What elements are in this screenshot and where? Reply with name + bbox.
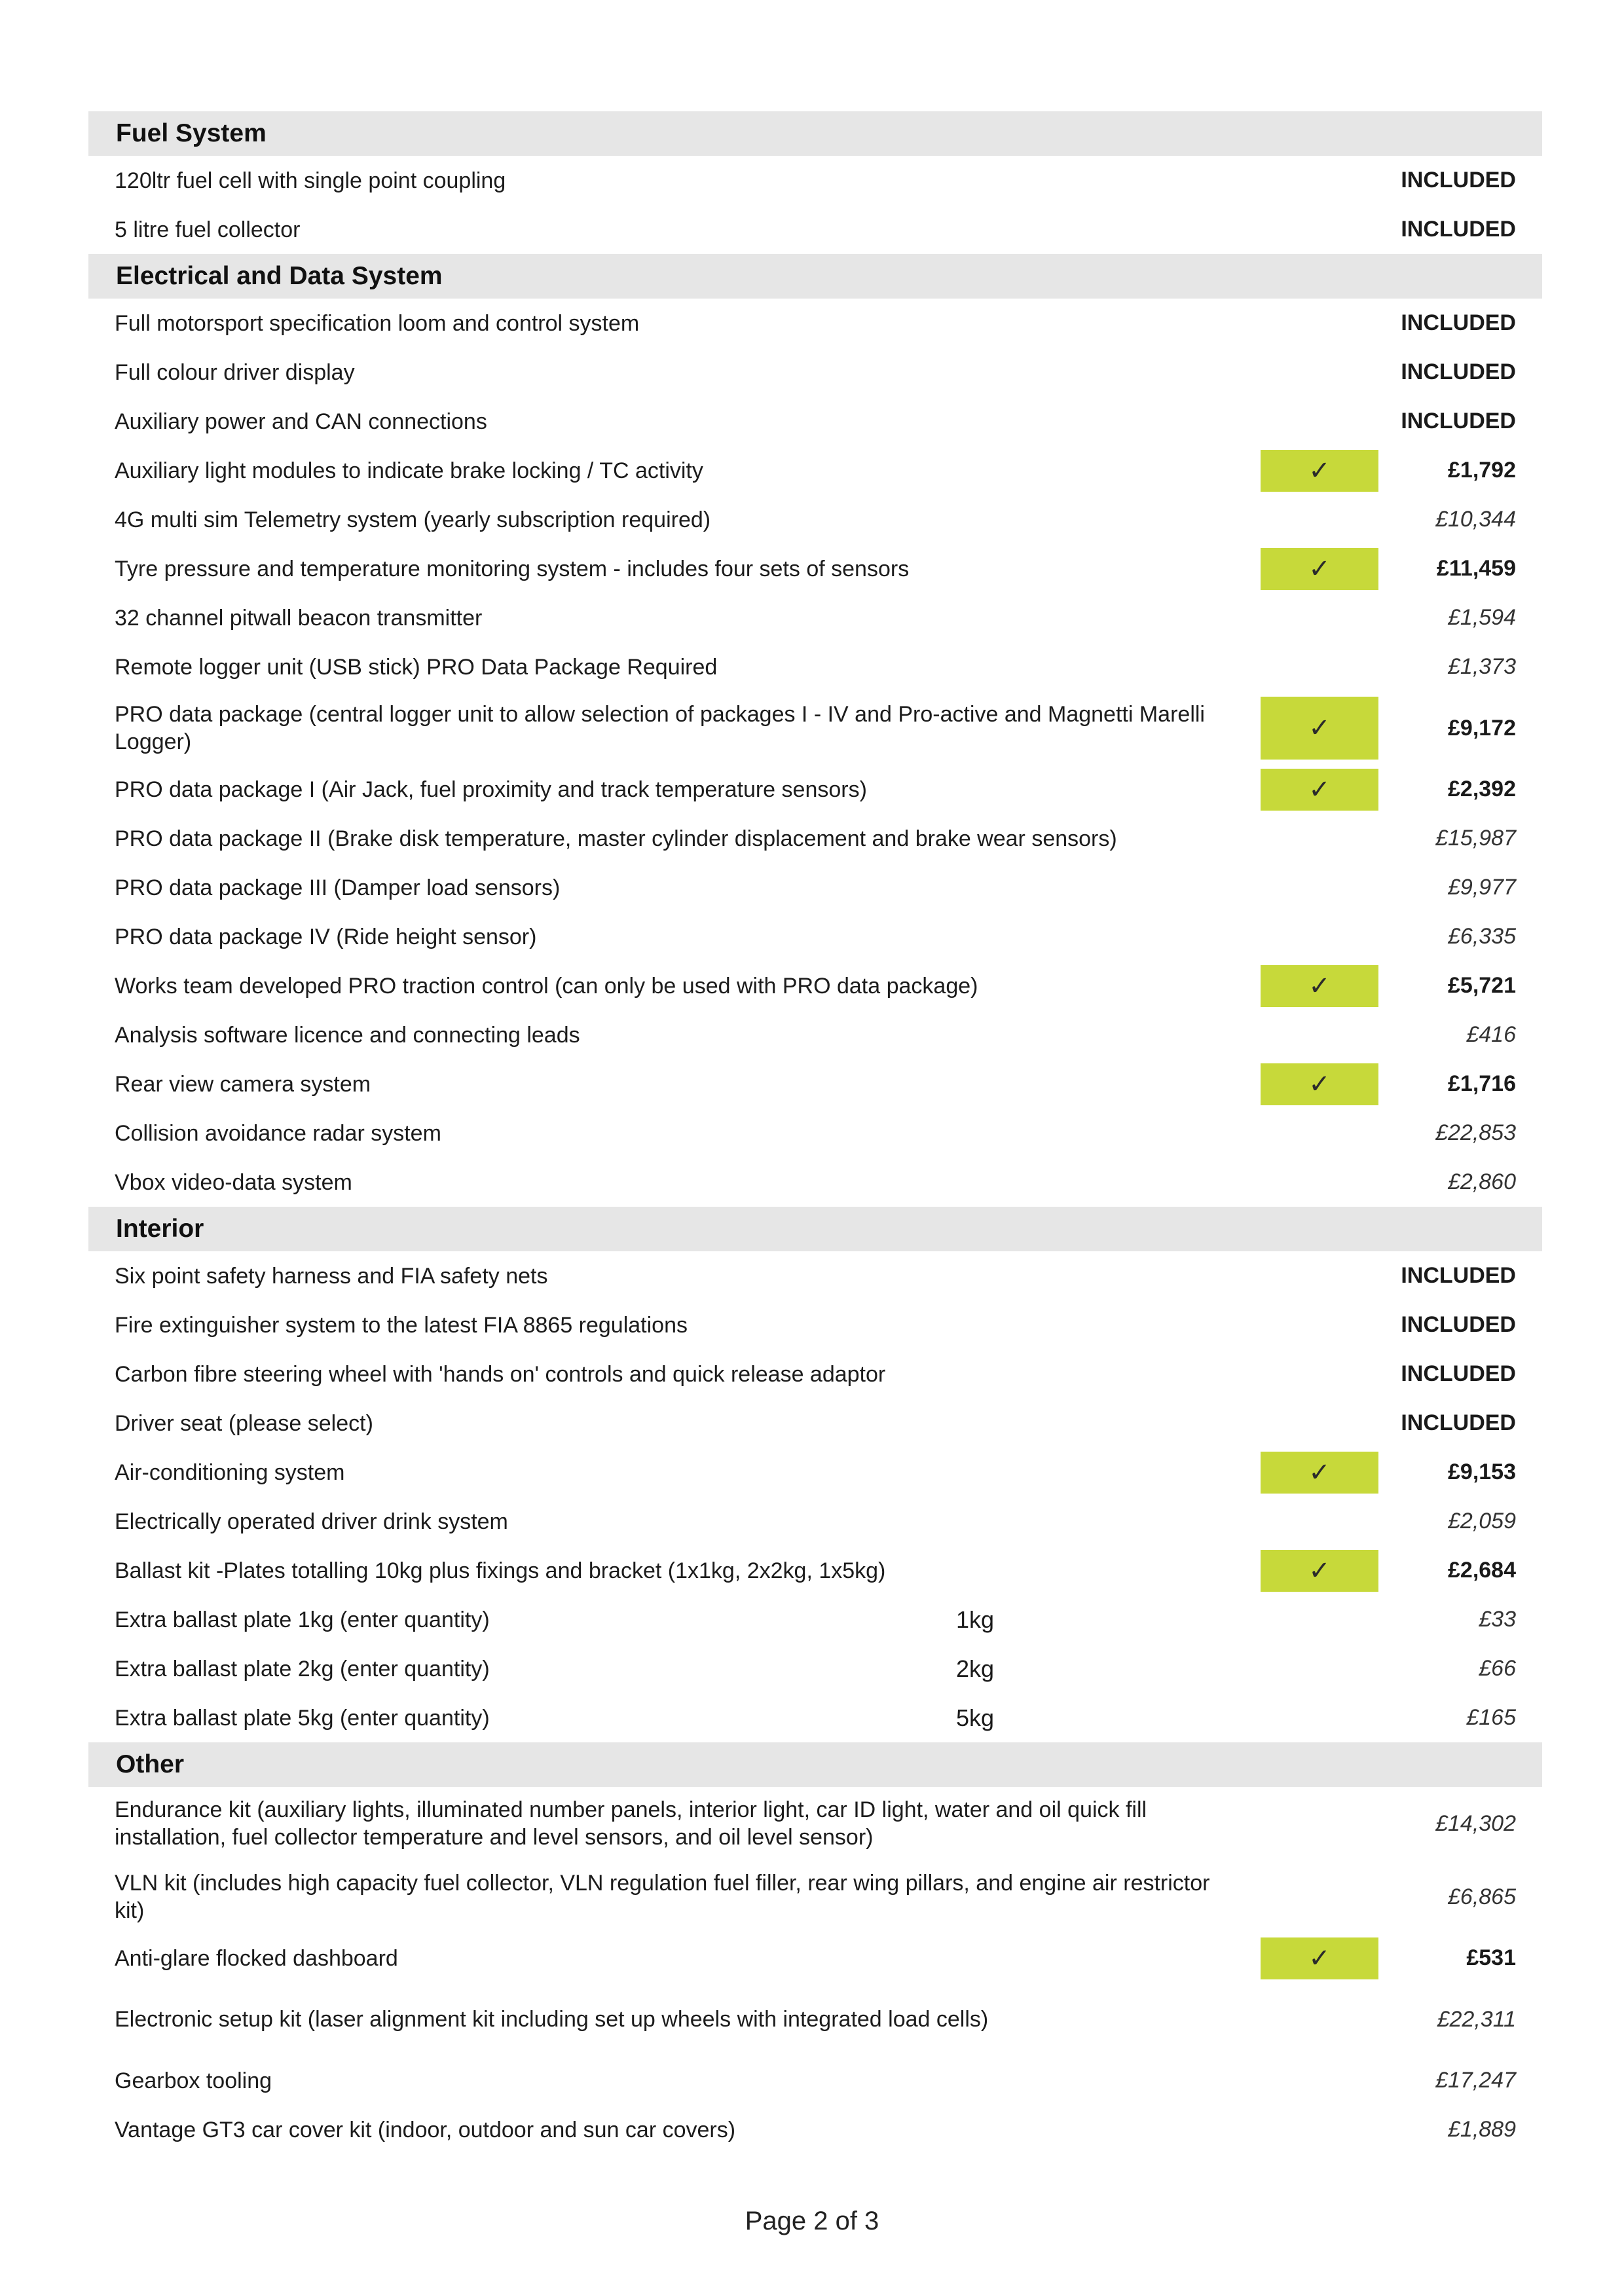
option-row	[88, 2105, 1542, 2154]
option-label: Works team developed PRO traction control (can only be used with PRO data package)	[115, 973, 978, 999]
option-row	[88, 1934, 1542, 1983]
option-label: Extra ballast plate 1kg (enter quantity)	[115, 1607, 490, 1632]
option-row	[88, 1158, 1542, 1207]
section-electrical-and-data-system	[88, 254, 1542, 1207]
option-price: £2,684	[1448, 1558, 1516, 1583]
option-row	[88, 1787, 1542, 1860]
option-price: £66	[1479, 1656, 1516, 1681]
option-price: INCLUDED	[1401, 409, 1516, 433]
option-row	[88, 814, 1542, 863]
section-fuel-system	[88, 111, 1542, 254]
option-label: Full motorsport specification loom and control system	[115, 310, 640, 336]
selected-checkmark-icon[interactable]: ✓	[1261, 450, 1378, 492]
section-header: Fuel System	[88, 111, 1542, 156]
option-label: Rear view camera system	[115, 1071, 371, 1097]
option-label: Full colour driver display	[115, 359, 355, 385]
option-row	[88, 1448, 1542, 1497]
option-price: £531	[1466, 1945, 1516, 1970]
option-price: INCLUDED	[1401, 359, 1516, 384]
option-row	[88, 1059, 1542, 1109]
option-label: Remote logger unit (USB stick) PRO Data Package Required	[115, 654, 718, 680]
option-label: PRO data package III (Damper load sensors)	[115, 875, 561, 900]
option-row	[88, 863, 1542, 912]
option-row	[88, 691, 1542, 765]
option-price: £10,344	[1435, 507, 1516, 532]
page-number: Page 2 of 3	[745, 2207, 879, 2235]
option-label: Extra ballast plate 2kg (enter quantity)	[115, 1656, 490, 1681]
option-label: Extra ballast plate 5kg (enter quantity)	[115, 1705, 490, 1731]
option-row	[88, 495, 1542, 544]
option-price: £2,392	[1448, 777, 1516, 801]
option-row	[88, 1109, 1542, 1158]
option-label: PRO data package II (Brake disk temperature, master cylinder displacement and brake wear sensors)	[115, 826, 1117, 851]
option-price: £416	[1466, 1022, 1516, 1047]
option-row	[88, 205, 1542, 254]
option-label: Collision avoidance radar system	[115, 1120, 441, 1146]
option-price: £5,721	[1448, 973, 1516, 998]
option-quantity[interactable]: 1kg	[956, 1606, 995, 1633]
option-label: Gearbox tooling	[115, 2068, 272, 2093]
option-price: £22,853	[1435, 1120, 1516, 1145]
option-price: £33	[1479, 1607, 1516, 1632]
option-row	[88, 1399, 1542, 1448]
selected-checkmark-icon[interactable]: ✓	[1261, 1452, 1378, 1494]
option-row	[88, 1693, 1542, 1742]
option-price: INCLUDED	[1401, 168, 1516, 193]
option-label: 4G multi sim Telemetry system (yearly subscription required)	[115, 507, 711, 532]
option-label: Analysis software licence and connecting leads	[115, 1022, 580, 1048]
section-header: Electrical and Data System	[88, 254, 1542, 299]
option-price: INCLUDED	[1401, 1410, 1516, 1435]
option-row	[88, 1860, 1542, 1934]
option-row	[88, 1349, 1542, 1399]
option-price: £9,977	[1448, 875, 1516, 900]
option-label: PRO data package IV (Ride height sensor)	[115, 924, 537, 949]
option-price: £15,987	[1435, 826, 1516, 851]
section-other	[88, 1742, 1542, 2154]
section-interior	[88, 1207, 1542, 1742]
option-label: Anti-glare flocked dashboard	[115, 1945, 398, 1971]
option-price: INCLUDED	[1401, 1263, 1516, 1288]
option-row	[88, 961, 1542, 1010]
option-row	[88, 593, 1542, 642]
section-header: Interior	[88, 1207, 1542, 1251]
option-row	[88, 397, 1542, 446]
option-price: INCLUDED	[1401, 1312, 1516, 1337]
selected-checkmark-icon[interactable]: ✓	[1261, 697, 1378, 760]
selected-checkmark-icon[interactable]: ✓	[1261, 769, 1378, 811]
option-price: £1,373	[1448, 654, 1516, 679]
selected-checkmark-icon[interactable]: ✓	[1261, 548, 1378, 590]
option-row	[88, 544, 1542, 593]
option-label: Carbon fibre steering wheel with 'hands on' controls and quick release adaptor	[115, 1361, 886, 1387]
option-label: 32 channel pitwall beacon transmitter	[115, 605, 483, 631]
option-row	[88, 1497, 1542, 1546]
option-row	[88, 156, 1542, 205]
selected-checkmark-icon[interactable]: ✓	[1261, 1550, 1378, 1592]
option-price: £1,889	[1448, 2117, 1516, 2142]
option-row	[88, 446, 1542, 495]
option-price: £1,716	[1448, 1071, 1516, 1096]
option-label: 5 litre fuel collector	[115, 217, 301, 242]
option-row	[88, 1983, 1542, 2056]
option-label: Electronic setup kit (laser alignment kit including set up wheels with integrated load cells)	[115, 2007, 989, 2032]
option-row	[88, 1595, 1542, 1644]
selected-checkmark-icon[interactable]: ✓	[1261, 1937, 1378, 1979]
option-row	[88, 1251, 1542, 1300]
option-price: £22,311	[1437, 2006, 1516, 2032]
option-price: INCLUDED	[1401, 217, 1516, 242]
option-label: Auxiliary light modules to indicate brake locking / TC activity	[115, 458, 703, 483]
option-label: 120ltr fuel cell with single point coupling	[115, 168, 506, 193]
option-row	[88, 1010, 1542, 1059]
option-row	[88, 348, 1542, 397]
option-label: PRO data package I (Air Jack, fuel proximity and track temperature sensors)	[115, 777, 867, 802]
option-price: £14,302	[1435, 1810, 1516, 1836]
option-label: Auxiliary power and CAN connections	[115, 409, 487, 434]
options-sheet	[88, 111, 1542, 2154]
option-price: INCLUDED	[1401, 1361, 1516, 1386]
option-price: £17,247	[1435, 2068, 1516, 2093]
option-row	[88, 2056, 1542, 2105]
option-label: Six point safety harness and FIA safety nets	[115, 1263, 548, 1289]
option-price: INCLUDED	[1401, 310, 1516, 335]
option-price: £6,335	[1448, 924, 1516, 949]
selected-checkmark-icon[interactable]: ✓	[1261, 965, 1378, 1007]
option-price: £2,059	[1448, 1509, 1516, 1533]
option-label: Electrically operated driver drink system	[115, 1509, 508, 1534]
option-quantity[interactable]: 2kg	[956, 1655, 995, 1682]
option-label: Vantage GT3 car cover kit (indoor, outdoor and sun car covers)	[115, 2117, 736, 2142]
option-label: PRO data package (central logger unit to allow selection of packages I - IV and Pro-active and Magnetti Marelli Logger)	[115, 702, 1205, 754]
option-row	[88, 1546, 1542, 1595]
option-label: Air-conditioning system	[115, 1460, 345, 1485]
section-header: Other	[88, 1742, 1542, 1787]
option-price: £1,594	[1448, 605, 1516, 630]
option-row	[88, 642, 1542, 691]
option-label: Driver seat (please select)	[115, 1410, 373, 1436]
option-price: £9,172	[1448, 715, 1516, 741]
option-label: Fire extinguisher system to the latest FIA 8865 regulations	[115, 1312, 688, 1338]
option-row	[88, 912, 1542, 961]
option-label: Tyre pressure and temperature monitoring system - includes four sets of sensors	[115, 556, 910, 581]
option-price: £2,860	[1448, 1169, 1516, 1194]
option-row	[88, 1644, 1542, 1693]
option-label: Ballast kit -Plates totalling 10kg plus fixings and bracket (1x1kg, 2x2kg, 1x5kg)	[115, 1558, 886, 1583]
option-price: £165	[1466, 1705, 1516, 1730]
option-row	[88, 1300, 1542, 1349]
option-row	[88, 299, 1542, 348]
option-price: £9,153	[1448, 1460, 1516, 1484]
option-label: Endurance kit (auxiliary lights, illuminated number panels, interior light, car ID light, water and oil quick fill installation, fuel collector temperature and level sensors, and oil level sensor)	[115, 1797, 1147, 1850]
selected-checkmark-icon[interactable]: ✓	[1261, 1063, 1378, 1105]
option-price: £1,792	[1448, 458, 1516, 483]
option-quantity[interactable]: 5kg	[956, 1704, 995, 1731]
option-row	[88, 765, 1542, 814]
option-price: £6,865	[1448, 1884, 1516, 1909]
option-label: VLN kit (includes high capacity fuel collector, VLN regulation fuel filler, rear wing pillars, and engine air restrictor kit)	[115, 1871, 1210, 1923]
option-price: £11,459	[1436, 556, 1516, 581]
option-label: Vbox video-data system	[115, 1169, 352, 1195]
